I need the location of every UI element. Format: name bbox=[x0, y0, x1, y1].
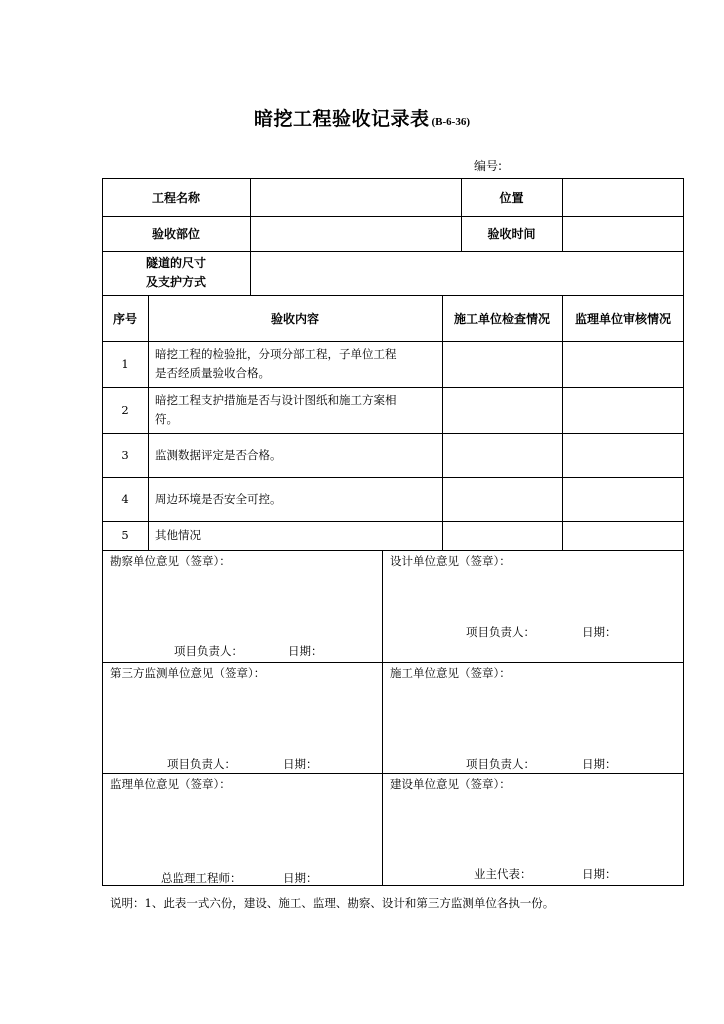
monitor-opinion-title: 第三方监测单位意见（签章）： bbox=[110, 666, 266, 680]
tunnel-size-label-line1: 隧道的尺寸 bbox=[146, 256, 207, 270]
project-name-label: 工程名称 bbox=[151, 190, 200, 205]
row-3-content: 监测数据评定是否合格。 bbox=[155, 447, 282, 462]
tunnel-size-label-line2: 及支护方式 bbox=[146, 275, 207, 289]
form-title: 暗挖工程验收记录表 bbox=[253, 108, 430, 130]
row-1-content-line1: 暗挖工程的检验批，分项分部工程，子单位工程 bbox=[155, 347, 397, 361]
design-date-label: 日期： bbox=[582, 625, 617, 639]
survey-date-label: 日期： bbox=[288, 644, 323, 658]
row-5-supervision-review[interactable] bbox=[563, 521, 684, 550]
row-4-index: 4 bbox=[121, 491, 129, 506]
supervision-opinion-title: 监理单位意见（签章）： bbox=[110, 777, 231, 791]
tunnel-size-value[interactable] bbox=[251, 251, 684, 295]
row-1-content-line2: 是否经质量验收合格。 bbox=[155, 366, 270, 380]
chief-supervisor-label: 总监理工程师： bbox=[161, 871, 242, 885]
tunnel-size-label bbox=[102, 251, 250, 295]
form-code: (B-6-36) bbox=[431, 116, 470, 128]
owner-representative-label: 业主代表： bbox=[474, 867, 532, 881]
acceptance-part-label: 验收部位 bbox=[151, 227, 200, 241]
supervision-date-label: 日期： bbox=[283, 871, 318, 885]
row-5-construction-check[interactable] bbox=[443, 521, 562, 550]
row-4-content: 周边环境是否安全可控。 bbox=[155, 491, 282, 506]
row-1-supervision-review[interactable] bbox=[563, 341, 684, 387]
survey-opinion-title: 勘察单位意见（签章）： bbox=[110, 554, 231, 568]
acceptance-part-value[interactable] bbox=[251, 216, 461, 251]
row-2-construction-check[interactable] bbox=[443, 387, 562, 433]
construction-project-leader-label: 项目负责人： bbox=[466, 757, 535, 771]
owner-date-label: 日期： bbox=[582, 867, 617, 881]
monitor-date-label: 日期： bbox=[283, 757, 318, 771]
design-opinion-title: 设计单位意见（签章）： bbox=[390, 554, 511, 568]
row-2-content-line1: 暗挖工程支护措施是否与设计图纸和施工方案相 bbox=[155, 393, 397, 407]
header-supervision-review: 监理单位审核情况 bbox=[574, 311, 671, 326]
construction-opinion-title: 施工单位意见（签章）： bbox=[390, 666, 511, 680]
construction-date-label: 日期： bbox=[582, 757, 617, 771]
row-3-construction-check[interactable] bbox=[443, 433, 562, 477]
row-3-supervision-review[interactable] bbox=[563, 433, 684, 477]
row-5-content: 其他情况 bbox=[155, 528, 201, 542]
row-4-construction-check[interactable] bbox=[443, 477, 562, 521]
row-1-index: 1 bbox=[121, 356, 129, 371]
header-index: 序号 bbox=[112, 311, 137, 326]
page-title bbox=[0, 104, 724, 131]
row-1-construction-check[interactable] bbox=[443, 341, 562, 387]
footnote: 说明：1、此表一式六份，建设、施工、监理、勘察、设计和第三方监测单位各执一份。 bbox=[110, 896, 555, 910]
owner-opinion-title: 建设单位意见（签章）： bbox=[390, 777, 511, 791]
header-content: 验收内容 bbox=[270, 311, 319, 326]
row-2-supervision-review[interactable] bbox=[563, 387, 684, 433]
row-5-index: 5 bbox=[121, 528, 129, 542]
acceptance-time-value[interactable] bbox=[563, 216, 684, 251]
row-3-index: 3 bbox=[121, 447, 129, 462]
acceptance-time-label: 验收时间 bbox=[487, 227, 536, 241]
monitor-project-leader-label: 项目负责人： bbox=[167, 757, 236, 771]
row-1-content bbox=[155, 341, 442, 387]
design-project-leader-label: 项目负责人： bbox=[466, 625, 535, 639]
location-label: 位置 bbox=[499, 190, 524, 205]
row-2-content bbox=[155, 387, 442, 433]
location-value[interactable] bbox=[563, 178, 684, 216]
row-2-content-line2: 符。 bbox=[155, 412, 178, 426]
serial-number-label: 编号: bbox=[474, 159, 503, 173]
row-2-index: 2 bbox=[121, 402, 129, 417]
header-construction-check: 施工单位检查情况 bbox=[453, 311, 550, 326]
project-name-value[interactable] bbox=[251, 178, 461, 216]
survey-project-leader-label: 项目负责人： bbox=[174, 644, 243, 658]
row-4-supervision-review[interactable] bbox=[563, 477, 684, 521]
